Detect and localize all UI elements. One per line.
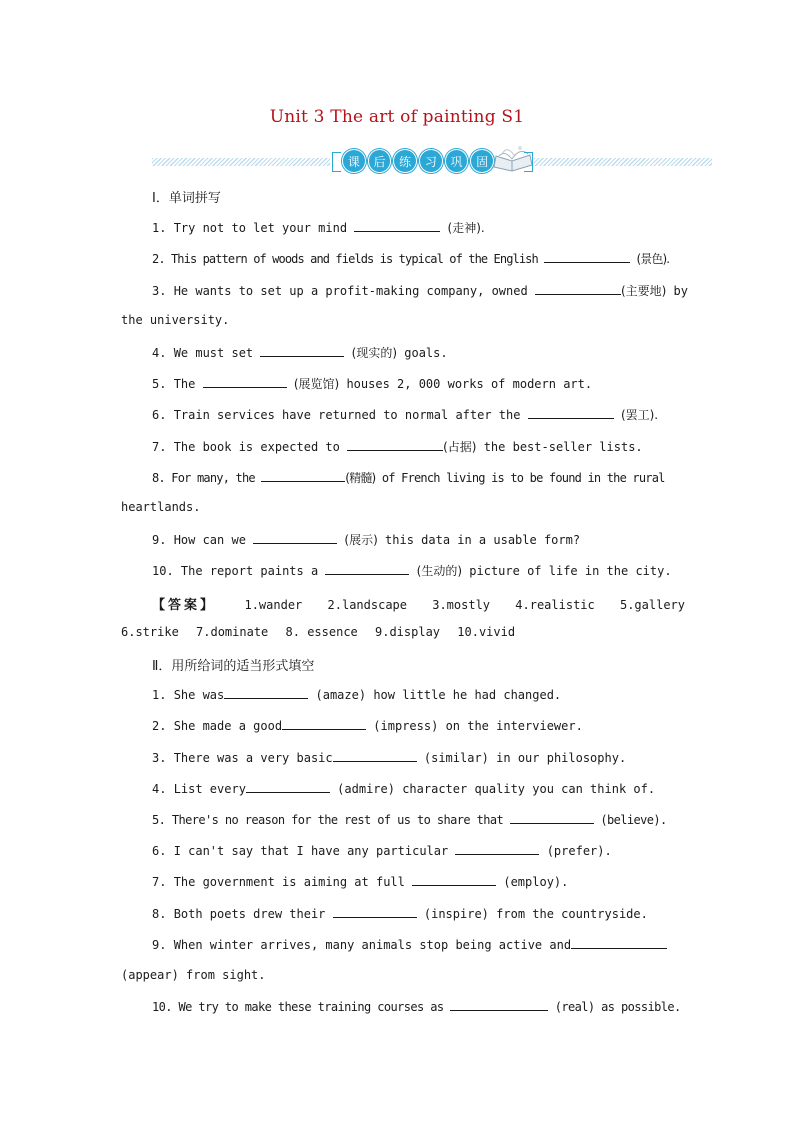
banner-stripe-left bbox=[152, 158, 330, 166]
exercise-item: 5. The (展览馆) houses 2, 000 works of modern art. bbox=[152, 377, 593, 391]
exercise-item-continued: the university. bbox=[121, 313, 230, 327]
exercise-item: 2. This pattern of woods and fields is typical of the English (景色). bbox=[152, 252, 670, 266]
exercise-item: 1. Try not to let your mind (走神). bbox=[152, 221, 485, 235]
page-title: Unit 3 The art of painting S1 bbox=[269, 107, 525, 127]
banner-bracket-left bbox=[332, 152, 341, 172]
banner-badges bbox=[342, 147, 494, 175]
exercise-item: 3. There was a very basic (similar) in our philosophy. bbox=[152, 751, 627, 765]
exercise-item: 3. He wants to set up a profit-making company, owned (主要地) by bbox=[152, 284, 688, 298]
exercise-item-continued: heartlands. bbox=[121, 500, 201, 514]
banner-stripe-right bbox=[534, 158, 712, 166]
exercise-item: 8. Both poets drew their (inspire) from the countryside. bbox=[152, 907, 648, 921]
banner-char: 习 bbox=[419, 149, 443, 173]
exercise-item: 5. There's no reason for the rest of us to share that (believe). bbox=[152, 813, 667, 827]
exercise-item-continued: (appear) from sight. bbox=[121, 968, 266, 982]
exercise-item: 9. When winter arrives, many animals stop being active and bbox=[152, 937, 667, 952]
section-2-heading: Ⅱ．用所给词的适当形式填空 bbox=[152, 659, 315, 674]
answer-key-line-1: 【答案】 1.wander 2.landscape 3.mostly 4.realistic 5.gallery bbox=[152, 598, 686, 613]
exercise-item: 4. We must set (现实的) goals. bbox=[152, 346, 448, 360]
banner-char: 后 bbox=[368, 149, 392, 173]
banner-char: 练 bbox=[393, 149, 417, 173]
exercise-item: 2. She made a good (impress) on the interviewer. bbox=[152, 719, 583, 733]
answer-key-line-2: 6.strike 7.dominate 8. essence 9.display 10.vivid bbox=[121, 625, 516, 639]
banner-bracket-right bbox=[524, 152, 533, 172]
answer-label: 【答案】 bbox=[152, 598, 217, 613]
exercise-item: 7. The book is expected to (占据) the best-seller lists. bbox=[152, 440, 643, 454]
exercise-item: 6. I can't say that I have any particular (prefer). bbox=[152, 844, 612, 858]
exercise-item: 6. Train services have returned to normal after the (罢工). bbox=[152, 408, 659, 422]
exercise-item: 9. How can we (展示) this data in a usable form? bbox=[152, 533, 581, 547]
exercise-item: 10. The report paints a (生动的) picture of life in the city. bbox=[152, 564, 672, 578]
exercise-item: 10. We try to make these training courses as (real) as possible. bbox=[152, 1000, 681, 1014]
section-banner bbox=[152, 146, 712, 176]
exercise-item: 4. List every (admire) character quality you can think of. bbox=[152, 782, 656, 796]
exercise-item: 7. The government is aiming at full (employ). bbox=[152, 875, 569, 889]
exercise-item: 8. For many, the (精髓) of French living is to be found in the rural bbox=[152, 471, 665, 485]
exercise-item: 1. She was (amaze) how little he had changed. bbox=[152, 688, 562, 702]
banner-char: 固 bbox=[470, 149, 494, 173]
banner-char: 巩 bbox=[445, 149, 469, 173]
section-1-heading: Ⅰ．单词拼写 bbox=[152, 191, 221, 206]
banner-char: 课 bbox=[342, 149, 366, 173]
